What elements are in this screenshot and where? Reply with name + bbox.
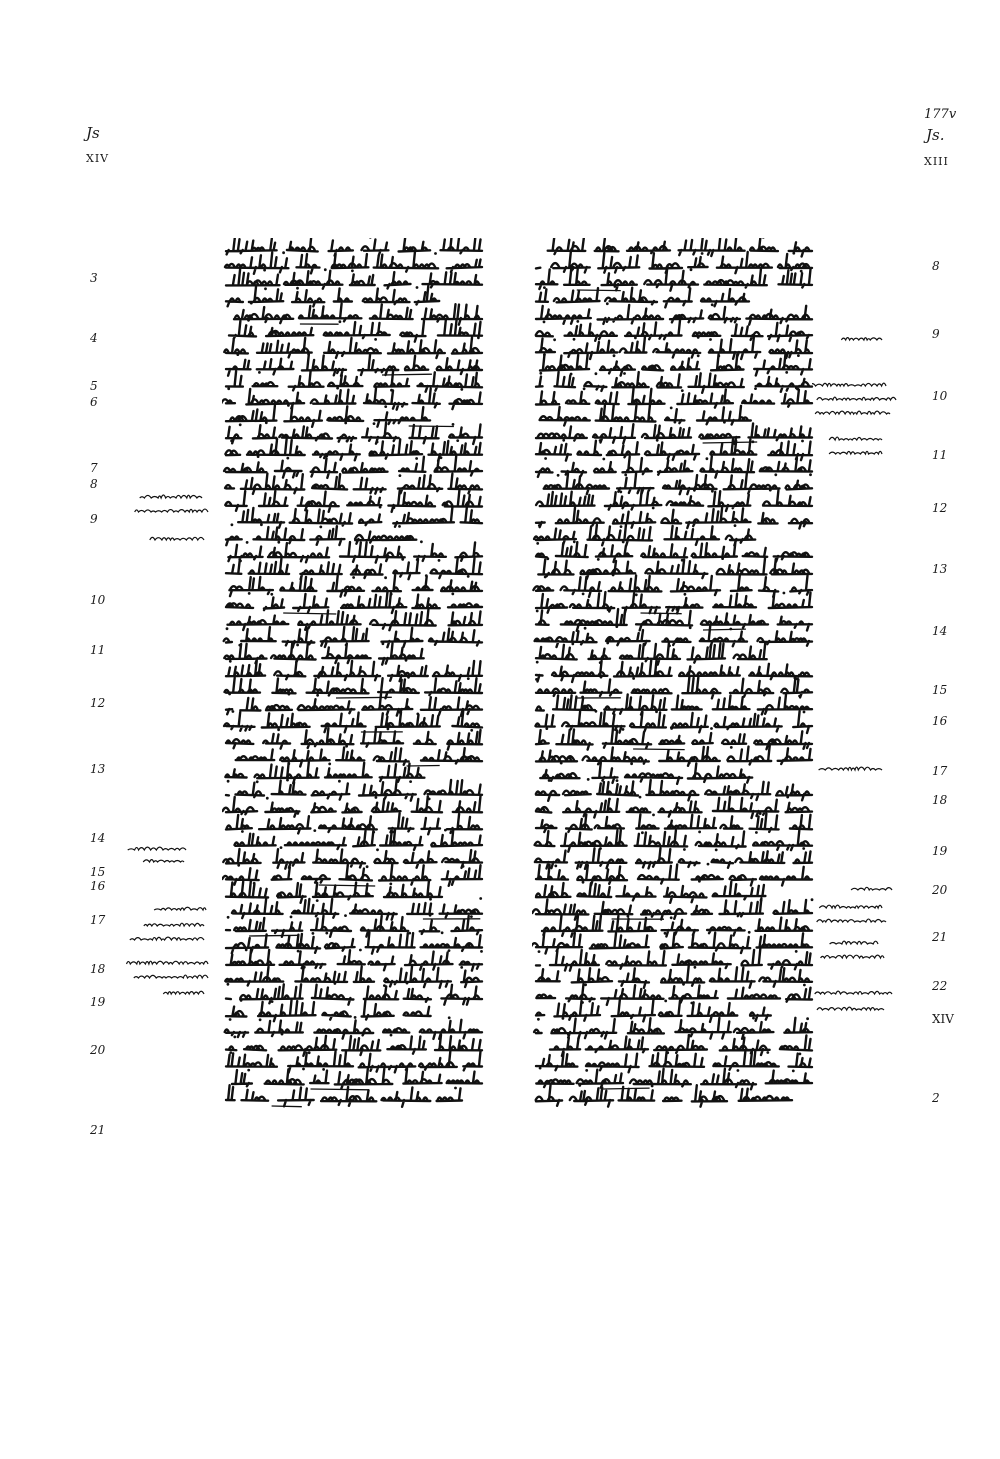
verse-number-l6: 6: [90, 395, 98, 409]
left-script-line: [232, 1068, 482, 1090]
left-header-chapter: XIV: [86, 152, 110, 165]
right-script-line: [536, 1067, 812, 1090]
left-script-line: [226, 404, 454, 427]
verse-number-r19: 19: [932, 844, 948, 858]
right-margin-note: [815, 991, 892, 994]
left-margin-note: [126, 961, 208, 964]
right-script-line: [536, 439, 812, 461]
left-script-line: [223, 846, 482, 869]
left-script-line: [226, 286, 439, 306]
left-script-line: [226, 931, 482, 953]
right-header-siglum: Js.: [926, 126, 945, 144]
right-script-line: [536, 592, 812, 614]
verse-number-l20: 20: [90, 1043, 106, 1057]
right-script-line: [536, 710, 813, 733]
right-script-line: [536, 746, 812, 766]
verse-number-r16: 16: [932, 714, 948, 728]
left-script-line: [226, 728, 482, 750]
verse-number-r2: 2: [932, 1091, 940, 1105]
verse-number-r9: 9: [932, 327, 940, 341]
right-script-line: [536, 778, 812, 801]
right-script-line: [536, 983, 812, 1005]
right-margin-note: [812, 383, 886, 386]
right-margin-notes: [812, 330, 912, 1040]
left-script-line: [235, 829, 483, 850]
left-script-line: [226, 881, 442, 903]
left-margin-note: [134, 975, 208, 978]
verse-number-r8: 8: [932, 259, 940, 273]
verse-number-l10: 10: [90, 593, 106, 607]
right-margin-note: [817, 1007, 884, 1010]
right-script-line: [532, 898, 813, 920]
right-header-chapter: XIII: [924, 155, 949, 168]
right-margin-note: [841, 338, 882, 340]
left-script-line: [226, 949, 483, 971]
left-text-column: [222, 238, 484, 1138]
verse-number-l19: 19: [90, 995, 106, 1009]
right-margin-note: [819, 905, 882, 908]
right-margin-note: [817, 919, 886, 922]
right-script-line: [536, 1000, 771, 1022]
verse-number-r20: 20: [932, 883, 948, 897]
left-script-line: [226, 1051, 482, 1072]
left-margin-note: [135, 509, 208, 512]
right-margin-note: [851, 887, 892, 890]
right-script-line: [536, 489, 812, 511]
left-script-line: [226, 659, 482, 681]
right-header-folio: 177v: [924, 107, 957, 122]
left-script-line: [229, 319, 482, 342]
right-script-lines: [532, 238, 814, 1138]
left-script-line: [225, 438, 482, 461]
right-script-line: [536, 507, 812, 529]
verse-number-l5: 5: [90, 379, 98, 393]
verse-number-l3: 3: [90, 271, 98, 285]
verse-number-l7: 7: [90, 461, 98, 475]
left-script-line: [224, 336, 482, 358]
verse-number-l12: 12: [90, 696, 106, 710]
verse-number-l14: 14: [90, 831, 106, 845]
left-margin-scribbles: [124, 490, 220, 1020]
right-script-line: [538, 557, 812, 579]
verse-number-l16: 16: [90, 879, 106, 893]
right-script-line: [534, 524, 755, 546]
left-script-line: [225, 1016, 482, 1039]
verse-number-l4: 4: [90, 331, 98, 345]
right-script-line: [542, 915, 812, 937]
right-script-line: [540, 353, 812, 375]
left-header-siglum: Js: [86, 124, 100, 142]
right-script-line: [536, 268, 812, 291]
verse-number-r17: 17: [932, 764, 948, 778]
verse-number-l18: 18: [90, 962, 106, 976]
left-margin-note: [144, 923, 204, 926]
right-margin-note: [819, 767, 882, 770]
right-script-line: [536, 949, 812, 971]
verse-number-l8: 8: [90, 477, 98, 491]
right-margin-note: [829, 437, 882, 440]
right-margin-note: [830, 941, 878, 944]
left-margin-notes: [124, 490, 220, 1020]
right-script-line: [536, 1084, 792, 1107]
verse-number-l9: 9: [90, 512, 98, 526]
left-margin-note: [150, 537, 204, 540]
left-script-line: [223, 796, 482, 817]
right-script-line: [536, 320, 812, 341]
left-script-line: [226, 371, 482, 392]
left-script-line: [226, 421, 482, 444]
left-script-line: [226, 779, 482, 801]
verse-number-rXIV: XIV: [932, 1012, 954, 1026]
left-script-line: [226, 914, 482, 937]
right-margin-note: [821, 955, 884, 958]
right-script-line: [550, 1033, 812, 1056]
verse-number-l17: 17: [90, 913, 106, 927]
left-script-line: [224, 627, 482, 648]
verse-number-l11: 11: [90, 643, 106, 657]
left-script-line: [228, 540, 482, 562]
left-script-line: [226, 982, 482, 1005]
right-script-line: [535, 847, 812, 869]
left-script-line: [225, 676, 483, 698]
verse-number-l13: 13: [90, 762, 106, 776]
left-script-line: [226, 693, 482, 716]
verse-number-r10: 10: [932, 389, 948, 403]
left-script-line: [226, 1033, 482, 1056]
left-script-line: [226, 238, 482, 256]
right-margin-note: [817, 397, 896, 400]
left-script-line: [226, 999, 431, 1021]
right-script-line: [536, 540, 812, 562]
left-script-line: [229, 574, 482, 596]
verse-number-l21: 21: [90, 1123, 106, 1137]
left-script-line: [225, 966, 482, 988]
left-script-line: [232, 897, 482, 920]
left-script-line: [226, 1085, 462, 1107]
left-script-lines: [222, 238, 484, 1138]
right-text-column: [532, 238, 814, 1138]
verse-number-r22: 22: [932, 979, 948, 993]
left-margin-note: [143, 860, 184, 862]
left-margin-note: [163, 991, 204, 994]
left-script-line: [236, 745, 482, 767]
left-script-line: [238, 506, 482, 528]
verse-number-r21: 21: [932, 930, 948, 944]
right-margin-note: [829, 451, 882, 454]
left-script-line: [225, 762, 424, 783]
left-margin-note: [140, 495, 202, 498]
right-script-line: [532, 931, 812, 954]
left-script-line: [225, 490, 482, 512]
right-script-line: [535, 830, 812, 851]
left-margin-note: [154, 907, 206, 910]
right-script-line: [536, 660, 812, 682]
right-script-line: [536, 421, 812, 444]
left-script-line: [226, 353, 482, 376]
right-script-line: [544, 473, 812, 494]
left-script-line: [224, 710, 482, 732]
right-margin-scribbles: [812, 330, 912, 1040]
left-script-line: [226, 592, 482, 614]
left-script-line: [226, 523, 416, 545]
right-script-line: [533, 574, 812, 597]
right-script-line: [535, 625, 812, 647]
right-script-line: [536, 880, 765, 903]
left-script-line: [224, 642, 423, 664]
right-script-line: [536, 812, 812, 832]
verse-number-l15: 15: [90, 865, 106, 879]
left-margin-note: [128, 847, 186, 850]
verse-number-r18: 18: [932, 793, 948, 807]
right-script-line: [548, 238, 812, 257]
left-script-line: [226, 812, 482, 834]
right-script-line: [536, 285, 749, 307]
left-script-line: [222, 387, 482, 410]
verse-number-r13: 13: [932, 562, 948, 576]
right-script-line: [536, 387, 812, 408]
right-script-line: [536, 1051, 812, 1072]
right-script-line: [536, 796, 812, 818]
left-script-line: [222, 864, 482, 886]
verse-number-r15: 15: [932, 683, 948, 697]
left-script-line: [226, 268, 482, 288]
right-script-line: [534, 1017, 812, 1039]
right-script-line: [536, 371, 812, 393]
right-script-line: [536, 694, 812, 714]
right-script-line: [536, 608, 812, 631]
right-margin-note: [815, 411, 890, 414]
left-script-line: [224, 455, 482, 478]
right-script-line: [540, 405, 751, 425]
right-script-line: [540, 762, 752, 784]
verse-number-r12: 12: [932, 501, 948, 515]
verse-number-r14: 14: [932, 624, 948, 638]
left-margin-note: [130, 937, 204, 940]
left-script-line: [225, 474, 482, 494]
verse-number-r11: 11: [932, 448, 948, 462]
